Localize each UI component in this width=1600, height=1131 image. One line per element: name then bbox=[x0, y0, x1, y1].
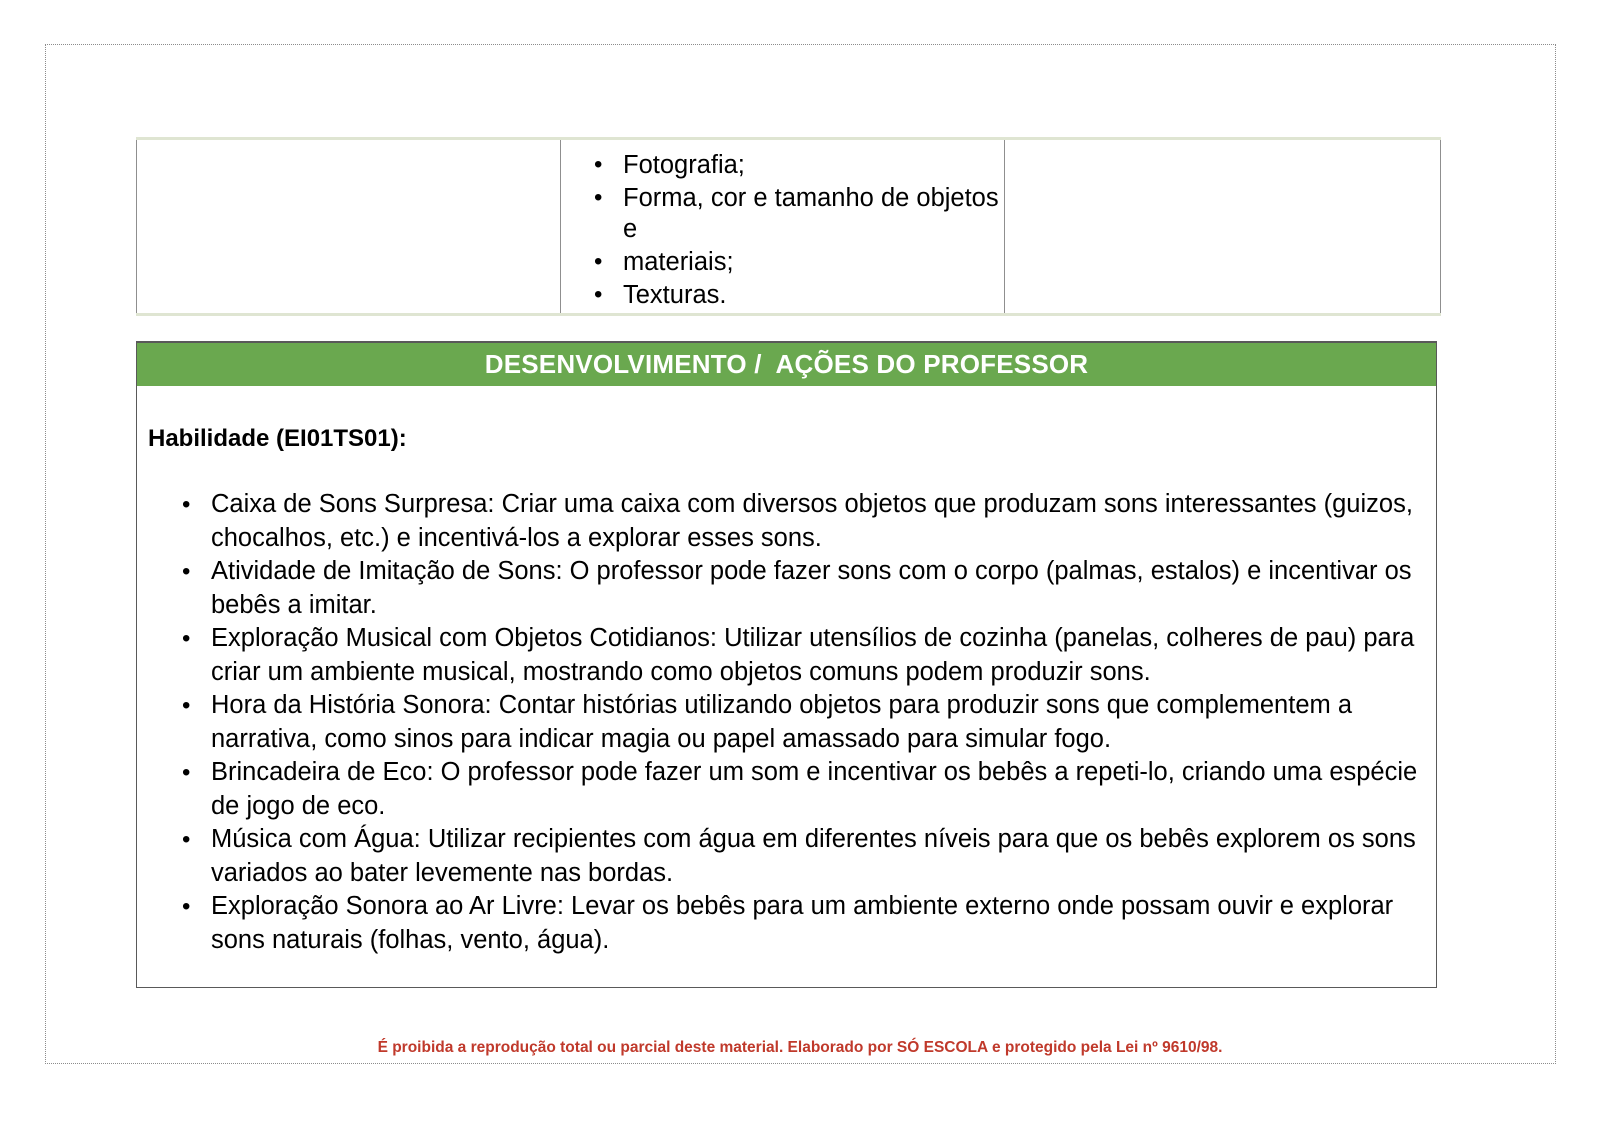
bullet-icon: • bbox=[594, 281, 603, 308]
development-banner-title: DESENVOLVIMENTO / AÇÕES DO PROFESSOR bbox=[484, 349, 1089, 379]
development-body bbox=[137, 424, 1436, 957]
bullet-icon: • bbox=[182, 491, 191, 518]
activities-bullet-list bbox=[137, 488, 1436, 957]
development-banner bbox=[137, 341, 1436, 386]
list-item bbox=[182, 823, 1436, 890]
bullet-icon: • bbox=[594, 184, 603, 211]
list-item-text: materiais; bbox=[623, 248, 734, 276]
list-item-text: Fotografia; bbox=[623, 151, 745, 179]
list-item-text: Brincadeira de Eco: O professor pode fazer um som e incentivar os bebês a repeti-lo, criando uma espécie de jogo de eco. bbox=[211, 758, 1418, 820]
table-cell-middle bbox=[561, 139, 1005, 315]
table-row bbox=[137, 139, 1441, 315]
list-item bbox=[594, 150, 1004, 181]
list-item-text: Atividade de Imitação de Sons: O professor pode fazer sons com o corpo (palmas, estalos) e incentivar os bebês a imitar. bbox=[211, 557, 1412, 619]
footer-copyright: É proibida a reprodução total ou parcial deste material. Elaborado por SÓ ESCOLA e protegido pela Lei nº 9610/98. bbox=[377, 1039, 1223, 1056]
list-item bbox=[594, 247, 1004, 278]
content-table bbox=[136, 137, 1441, 316]
list-item-text: Música com Água: Utilizar recipientes com água em diferentes níveis para que os bebês explorem os sons variados ao bater levemente nas bordas. bbox=[211, 825, 1416, 887]
list-item bbox=[182, 622, 1436, 689]
skill-label: Habilidade (EI01TS01): bbox=[148, 425, 407, 452]
list-item-text: Caixa de Sons Surpresa: Criar uma caixa com diversos objetos que produzam sons interessantes (guizos, chocalhos, etc.) e incentivá-los a explorar esses sons. bbox=[211, 490, 1413, 552]
development-section bbox=[136, 341, 1437, 988]
list-item bbox=[182, 689, 1436, 756]
list-item bbox=[594, 183, 1004, 245]
list-item-text: Forma, cor e tamanho de objetos e bbox=[623, 184, 999, 243]
bullet-icon: • bbox=[182, 692, 191, 719]
list-item-text: Exploração Musical com Objetos Cotidianos: Utilizar utensílios de cozinha (panelas, colheres de pau) para criar um ambiente musical, mostrando como objetos comuns podem produzir sons. bbox=[211, 624, 1415, 686]
objects-bullet-list bbox=[561, 150, 1004, 311]
list-item-text: Exploração Sonora ao Ar Livre: Levar os bebês para um ambiente externo onde possam ouvir e explorar sons naturais (folhas, vento, água). bbox=[211, 892, 1394, 954]
list-item bbox=[182, 488, 1436, 555]
table-cell-left bbox=[137, 139, 561, 315]
bullet-icon: • bbox=[594, 248, 603, 275]
list-item bbox=[182, 890, 1436, 957]
bullet-icon: • bbox=[182, 893, 191, 920]
list-item bbox=[594, 280, 1004, 311]
bullet-icon: • bbox=[182, 625, 191, 652]
table-cell-right bbox=[1005, 139, 1441, 315]
list-item bbox=[182, 756, 1436, 823]
bullet-icon: • bbox=[182, 759, 191, 786]
bullet-icon: • bbox=[594, 151, 603, 178]
list-item bbox=[182, 555, 1436, 622]
list-item-text: Hora da História Sonora: Contar histórias utilizando objetos para produzir sons que complementem a narrativa, como sinos para indicar magia ou papel amassado para simular fogo. bbox=[211, 691, 1353, 753]
list-item-text: Texturas. bbox=[623, 281, 727, 309]
bullet-icon: • bbox=[182, 826, 191, 853]
bullet-icon: • bbox=[182, 558, 191, 585]
